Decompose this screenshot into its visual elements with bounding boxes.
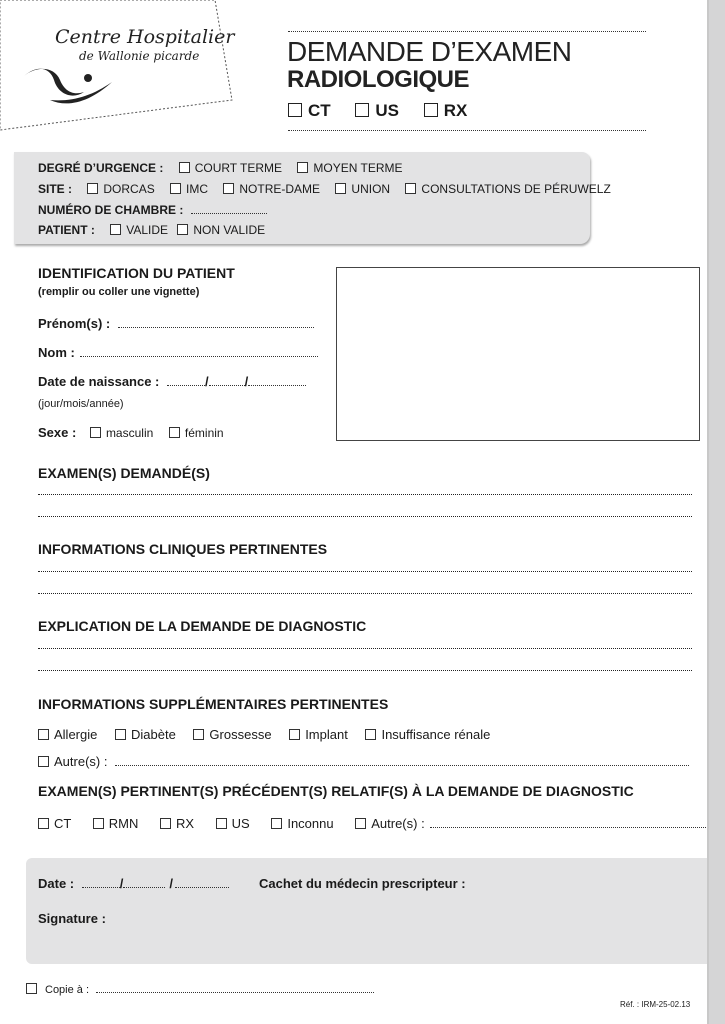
- checkbox-icon: [179, 162, 190, 173]
- checkbox-icon: [297, 162, 308, 173]
- diabetes-checkbox[interactable]: [115, 727, 176, 742]
- supplementary-options: [38, 727, 490, 742]
- exams-requested-title: EXAMEN(S) DEMANDÉ(S): [38, 465, 210, 481]
- site-option[interactable]: [87, 182, 154, 196]
- pregnancy-checkbox[interactable]: [193, 727, 271, 742]
- copy-label: Copie à :: [45, 984, 90, 996]
- prev-unknown-checkbox[interactable]: [271, 816, 333, 831]
- identification-subtitle: (remplir ou coller une vignette): [38, 286, 200, 298]
- copy-field[interactable]: [96, 982, 374, 993]
- other-row: [38, 754, 689, 769]
- prev-other-field[interactable]: [430, 817, 712, 828]
- copy-checkbox[interactable]: [26, 984, 89, 996]
- ct-label: CT: [308, 101, 331, 120]
- reference-code: Réf. : IRM-25-02.13: [620, 1000, 691, 1009]
- birth-year-field[interactable]: [248, 375, 306, 386]
- label-sticker-box[interactable]: [336, 267, 700, 441]
- room-row: [38, 203, 267, 217]
- clinical-info-title: INFORMATIONS CLINIQUES PERTINENTES: [38, 541, 328, 557]
- date-year-field[interactable]: [175, 877, 229, 888]
- checkbox-icon: [424, 103, 438, 117]
- checkbox-icon: [288, 103, 302, 117]
- checkbox-icon: [223, 183, 234, 194]
- explanation-title: EXPLICATION DE LA DEMANDE DE DIAGNOSTIC: [38, 618, 367, 634]
- birth-month-field[interactable]: [209, 375, 245, 386]
- urgency-option[interactable]: [297, 161, 402, 175]
- checkbox-icon: [271, 818, 282, 829]
- checkbox-icon: [405, 183, 416, 194]
- option-label: Inconnu: [287, 816, 334, 831]
- option-label: IMC: [186, 182, 209, 196]
- checkbox-icon: [335, 183, 346, 194]
- checkbox-icon: [115, 729, 126, 740]
- date-separator: /: [119, 876, 124, 891]
- option-label: VALIDE: [126, 223, 169, 237]
- option-label: Grossesse: [209, 727, 272, 742]
- date-row: [38, 876, 229, 891]
- clinical-line-2[interactable]: [38, 593, 692, 594]
- prev-rmn-checkbox[interactable]: [93, 816, 139, 831]
- site-option[interactable]: [170, 182, 208, 196]
- clinical-line-1[interactable]: [38, 571, 692, 572]
- form-title-line2: RADIOLOGIQUE: [287, 66, 470, 93]
- prescriber-box: [26, 858, 707, 964]
- site-row: [38, 182, 611, 196]
- patient-status-row: [38, 223, 265, 237]
- option-label: NON VALIDE: [193, 223, 266, 237]
- header-rule-top: [288, 31, 646, 32]
- checkbox-icon: [38, 756, 49, 767]
- firstname-row: [38, 316, 314, 331]
- allergy-checkbox[interactable]: [38, 727, 97, 742]
- option-label: Diabète: [130, 727, 176, 742]
- option-label: CONSULTATIONS DE PÉRUWELZ: [421, 182, 611, 196]
- form-title-line1: DEMANDE D’EXAMEN: [287, 36, 572, 67]
- urgency-label: DEGRÉ D’URGENCE :: [38, 161, 164, 175]
- us-checkbox[interactable]: [355, 101, 399, 120]
- lastname-row: [38, 345, 318, 360]
- birthdate-row: [38, 374, 306, 389]
- option-label: Autre(s) :: [54, 754, 108, 769]
- firstname-field[interactable]: [118, 317, 314, 328]
- sex-row: [38, 425, 224, 440]
- exams-line-1[interactable]: [38, 494, 692, 495]
- checkbox-icon: [87, 183, 98, 194]
- option-label: Allergie: [54, 727, 98, 742]
- previous-exam-options: [38, 816, 712, 831]
- option-label: RMN: [108, 816, 139, 831]
- previous-exams-title: EXAMEN(S) PERTINENT(S) PRÉCÉDENT(S) RELATIF(S) À LA DEMANDE DE DIAGNOSTIC: [38, 783, 634, 799]
- header-rule-bottom: [288, 130, 646, 131]
- urgency-row: [38, 161, 403, 175]
- patient-label: PATIENT :: [38, 223, 95, 237]
- checkbox-icon: [90, 427, 101, 438]
- room-field[interactable]: [191, 203, 267, 214]
- sex-option-female[interactable]: [169, 426, 224, 440]
- option-label: masculin: [105, 426, 154, 440]
- option-label: MOYEN TERME: [313, 161, 403, 175]
- other-field[interactable]: [115, 755, 689, 766]
- checkbox-icon: [160, 818, 171, 829]
- room-label: NUMÉRO DE CHAMBRE :: [38, 203, 184, 217]
- birth-day-field[interactable]: [167, 375, 205, 386]
- other-checkbox[interactable]: [38, 754, 107, 769]
- site-option[interactable]: [223, 182, 320, 196]
- checkbox-icon: [38, 818, 49, 829]
- identification-title: IDENTIFICATION DU PATIENT: [38, 265, 235, 281]
- rx-checkbox[interactable]: [424, 101, 468, 120]
- logo-subname: de Wallonie picarde: [79, 49, 200, 63]
- date-separator: /: [169, 876, 173, 891]
- date-day-field[interactable]: [82, 877, 120, 888]
- option-label: UNION: [351, 182, 391, 196]
- exams-line-2[interactable]: [38, 516, 692, 517]
- lastname-label: Nom :: [38, 345, 75, 360]
- logo-wave-icon: [20, 62, 120, 107]
- checkbox-icon: [26, 983, 37, 994]
- us-label: US: [375, 101, 400, 120]
- firstname-label: Prénom(s) :: [38, 316, 111, 331]
- explanation-line-2[interactable]: [38, 670, 692, 671]
- checkbox-icon: [38, 729, 49, 740]
- option-label: CT: [54, 816, 72, 831]
- signature-label: Signature :: [38, 911, 106, 926]
- checkbox-icon: [355, 818, 366, 829]
- urgency-option[interactable]: [179, 161, 282, 175]
- site-option[interactable]: [335, 182, 390, 196]
- rx-label: RX: [443, 101, 468, 120]
- checkbox-icon: [365, 729, 376, 740]
- implant-checkbox[interactable]: [289, 727, 348, 742]
- date-label: Date :: [38, 876, 75, 891]
- option-label: DORCAS: [103, 182, 155, 196]
- checkbox-icon: [216, 818, 227, 829]
- birthdate-hint: (jour/mois/année): [38, 398, 124, 410]
- date-separator: /: [244, 374, 249, 389]
- option-label: COURT TERME: [194, 161, 283, 175]
- exam-type-options: [288, 101, 467, 121]
- explanation-line-1[interactable]: [38, 648, 692, 649]
- site-option[interactable]: [405, 182, 610, 196]
- patient-option[interactable]: [177, 223, 265, 237]
- checkbox-icon: [289, 729, 300, 740]
- checkbox-icon: [170, 183, 181, 194]
- logo-name: Centre Hospitalier: [55, 26, 235, 48]
- sex-label: Sexe :: [38, 425, 77, 440]
- date-separator: /: [205, 374, 209, 389]
- checkbox-icon: [93, 818, 104, 829]
- lastname-field[interactable]: [80, 346, 318, 357]
- option-label: US: [231, 816, 250, 831]
- date-month-field[interactable]: [123, 877, 165, 888]
- prev-other-checkbox[interactable]: [355, 816, 424, 831]
- checkbox-icon: [110, 224, 121, 235]
- prev-ct-checkbox[interactable]: [38, 816, 71, 831]
- stamp-label: Cachet du médecin prescripteur :: [259, 876, 466, 891]
- prev-us-checkbox[interactable]: [216, 816, 250, 831]
- sex-option-male[interactable]: [90, 426, 153, 440]
- patient-option[interactable]: [110, 223, 168, 237]
- copy-row: [26, 982, 374, 996]
- checkbox-icon: [193, 729, 204, 740]
- page-edge: [707, 0, 725, 1024]
- option-label: NOTRE-DAME: [239, 182, 321, 196]
- prev-rx-checkbox[interactable]: [160, 816, 194, 831]
- checkbox-icon: [169, 427, 180, 438]
- checkbox-icon: [355, 103, 369, 117]
- option-label: féminin: [184, 426, 224, 440]
- option-label: Autre(s) :: [371, 816, 425, 831]
- site-label: SITE :: [38, 182, 73, 196]
- supplementary-title: INFORMATIONS SUPPLÉMENTAIRES PERTINENTES: [38, 696, 389, 712]
- option-label: Implant: [305, 727, 348, 742]
- renal-insufficiency-checkbox[interactable]: [365, 727, 490, 742]
- option-label: RX: [175, 816, 195, 831]
- option-label: Insuffisance rénale: [381, 727, 491, 742]
- birthdate-label: Date de naissance :: [38, 374, 160, 389]
- checkbox-icon: [177, 224, 188, 235]
- ct-checkbox[interactable]: [288, 101, 331, 120]
